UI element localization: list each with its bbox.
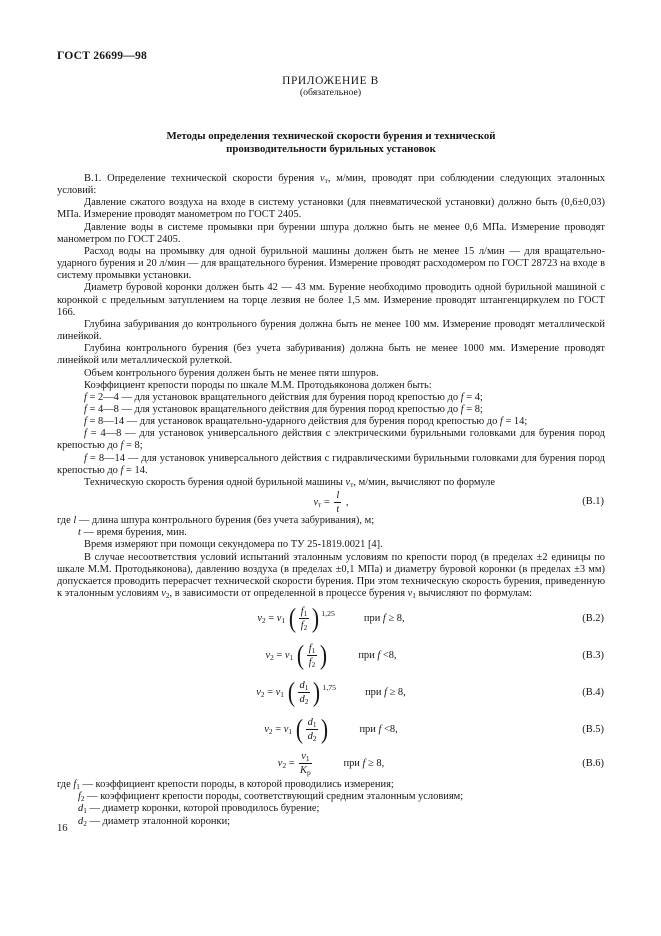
paragraph: В случае несоответствия условий испытаний эталонным условиям по крепости пород (в пределах ±2 единицы по шкале М.М. Протодьяконова), давлению воздуха (в пределах ±0,1 МПа) и диаметру буровой коронки (в пределах ±3 мм) допускается проводить перерасчет технической скорости бурения. При этом техническую скорость бурения, приведенную к эталонным условиям $v_2$, в зависимости от определенной в процессе бурения $v_1$ вычисляют по формулам: xyxy=(57,551,605,600)
paragraph: Давление сжатого воздуха на входе в систему установки (для пневматической установки) должно быть (0,6±0,03) МПа. Измерение проводят манометром по ГОСТ 2405. xyxy=(57,197,605,221)
formula-condition: при f ≥ 8, xyxy=(343,757,385,769)
fraction xyxy=(299,751,311,776)
paragraph: В.1. Определение технической скорости бурения $v_т$, м/мин, проводят при соблюдении следующих эталонных условий: xyxy=(57,173,606,197)
fraction-numerator: $d_1$ xyxy=(299,680,309,693)
document-title xyxy=(57,130,605,156)
fraction-denominator: $f_2$ xyxy=(300,620,308,633)
page-number: 16 xyxy=(57,823,68,834)
fraction-denominator: $d_2$ xyxy=(299,694,309,707)
paragraph: Глубина забуривания до контрольного бурения должна быть не менее 100 мм. Измерение проводят металлической линейкой. xyxy=(57,318,605,343)
exponent: 1,75 xyxy=(322,682,337,692)
paragraph: f = 4—8 — для установок вращательного действия для бурения пород крепостью до f = 8; xyxy=(84,403,483,415)
definition-item: $d_1$ — диаметр коронки, которой проводилось бурение; xyxy=(78,803,320,816)
document-title-line1: Методы определения технической скорости бурения и технической xyxy=(166,130,496,142)
fraction-denominator: $d_2$ xyxy=(307,731,317,744)
paragraph: f = 2—4 — для установок вращательного действия для бурения пород крепостью до f = 4; xyxy=(84,391,483,403)
fraction-numerator: $v_1$ xyxy=(301,751,310,764)
definition-item: $d_2$ — диаметр эталонной коронки; xyxy=(78,815,231,828)
fraction xyxy=(306,717,319,742)
definition-item: где l — длина шпура контрольного бурения (без учета забуривания), м; xyxy=(57,515,375,527)
exponent: 1,25 xyxy=(321,608,335,618)
formula-condition: при f <8, xyxy=(359,723,398,735)
formula xyxy=(57,600,605,637)
paragraph: Техническую скорость бурения одной бурильной машины $v_т$, м/мин, вычисляют по формуле xyxy=(84,476,496,489)
fraction-numerator: l xyxy=(336,489,340,501)
paragraph: f = 8—14 — для установок универсального действия с гидравлическими бурильными головками для бурения пород крепостью до f = 14. xyxy=(57,452,605,476)
formula xyxy=(57,711,605,748)
paragraph: Коэффициент крепости породы по шкале М.М. Протодьяконова должен быть: xyxy=(84,379,432,391)
paragraph: f = 8—14 — для установок вращательно-ударного действия для бурения пород крепостью до f = 14; xyxy=(84,416,528,428)
formula xyxy=(57,637,605,674)
formula-expression: $v_т$ = $\frac{l}{t}$ , xyxy=(313,489,349,515)
paragraph: f = 4—8 — для установок универсального действия с электрическими бурильными головками для бурения пород крепостью до f = 8; xyxy=(57,428,605,452)
fraction-denominator: $f_2$ xyxy=(308,657,316,670)
formula-expression: $v_2 = v_1$ ( $\frac{f_1}{f_2}$ ) $^{1,25}$ xyxy=(257,602,335,633)
formula-condition: при f ≥ 8, xyxy=(363,612,405,624)
appendix-note: (обязательное) xyxy=(299,87,362,98)
formula-expression: $v_2 = v_1$ ( $\frac{f_1}{f_2}$ ) xyxy=(265,639,328,670)
formula-number: (В.3) xyxy=(582,649,604,661)
fraction xyxy=(298,680,311,705)
fraction-denominator: t xyxy=(336,503,340,515)
fraction-denominator: $K_р$ xyxy=(300,765,311,778)
paragraph: Глубина контрольного бурения (без учета забуривания) должна быть не менее 1000 мм. Измерение проводят линейкой или металлической рулеткой. xyxy=(57,343,605,367)
definition-item: t — время бурения, мин. xyxy=(78,527,187,539)
formula-expression: $v_2 = v_1$ ( $\frac{d_1}{d_2}$ ) xyxy=(264,713,329,744)
formula-number: (В.2) xyxy=(582,612,604,624)
fraction-numerator: $f_1$ xyxy=(308,643,316,656)
formula-expression: $v_2 = v_1$ ( $\frac{d_1}{d_2}$ ) $^{1,75}$ xyxy=(256,676,337,707)
formula-expression: $v_2$ = $\frac{v_1}{K_р}$ xyxy=(277,751,311,778)
paragraph: Давление воды в системе промывки при бурении шпура должно быть не менее 0,6 МПа. Измерение проводят манометром по ГОСТ 2405. xyxy=(57,221,605,245)
formula xyxy=(57,748,605,779)
paragraph: Диаметр буровой коронки должен быть 42 — 43 мм. Бурение необходимо проводить одной бурильной машиной с коронкой с предельным затуплением на торце лезвия не более 1,5 мм. Измерение проводят штангенциркулем по ГОСТ 166. xyxy=(57,282,605,318)
paragraph: Расход воды на промывку для одной бурильной машины должен быть не менее 15 л/мин — для вращательно-ударного бурения и 20 л/мин — для вращательного бурения. Измерение проводят расходомером по ГОСТ 28723 на входе в систему промывки установки. xyxy=(57,245,605,282)
formula-number: (В.1) xyxy=(582,495,604,507)
formula-number: (В.6) xyxy=(582,757,604,769)
paragraph: Объем контрольного бурения должен быть не менее пяти шпуров. xyxy=(84,367,379,379)
fraction-numerator: $f_1$ xyxy=(300,606,308,619)
formula-number: (В.4) xyxy=(582,686,604,698)
formula xyxy=(57,489,605,515)
fraction xyxy=(299,606,310,631)
standard-designation: ГОСТ 26699—98 xyxy=(57,49,148,62)
fraction-numerator: $d_1$ xyxy=(307,717,317,730)
appendix-label: ПРИЛОЖЕНИЕ В xyxy=(282,75,379,87)
definition-item: $f_2$ — коэффициент крепости породы, соответствующий средним эталонным условиям; xyxy=(78,791,464,804)
formula-condition: при f <8, xyxy=(358,649,397,661)
formula xyxy=(57,674,605,711)
appendix-heading xyxy=(0,75,661,98)
formula-condition: при f ≥ 8, xyxy=(365,686,406,698)
document-body xyxy=(57,173,605,828)
document-title-line2: производительности бурильных установок xyxy=(226,143,436,155)
fraction xyxy=(307,643,318,668)
definition-item: где $f_1$ — коэффициент крепости породы, в которой проводились измерения; xyxy=(57,779,394,792)
fraction xyxy=(334,490,341,515)
formula-number: (В.5) xyxy=(582,723,604,735)
paragraph: Время измеряют при помощи секундомера по ТУ 25-1819.0021 [4]. xyxy=(84,539,383,551)
